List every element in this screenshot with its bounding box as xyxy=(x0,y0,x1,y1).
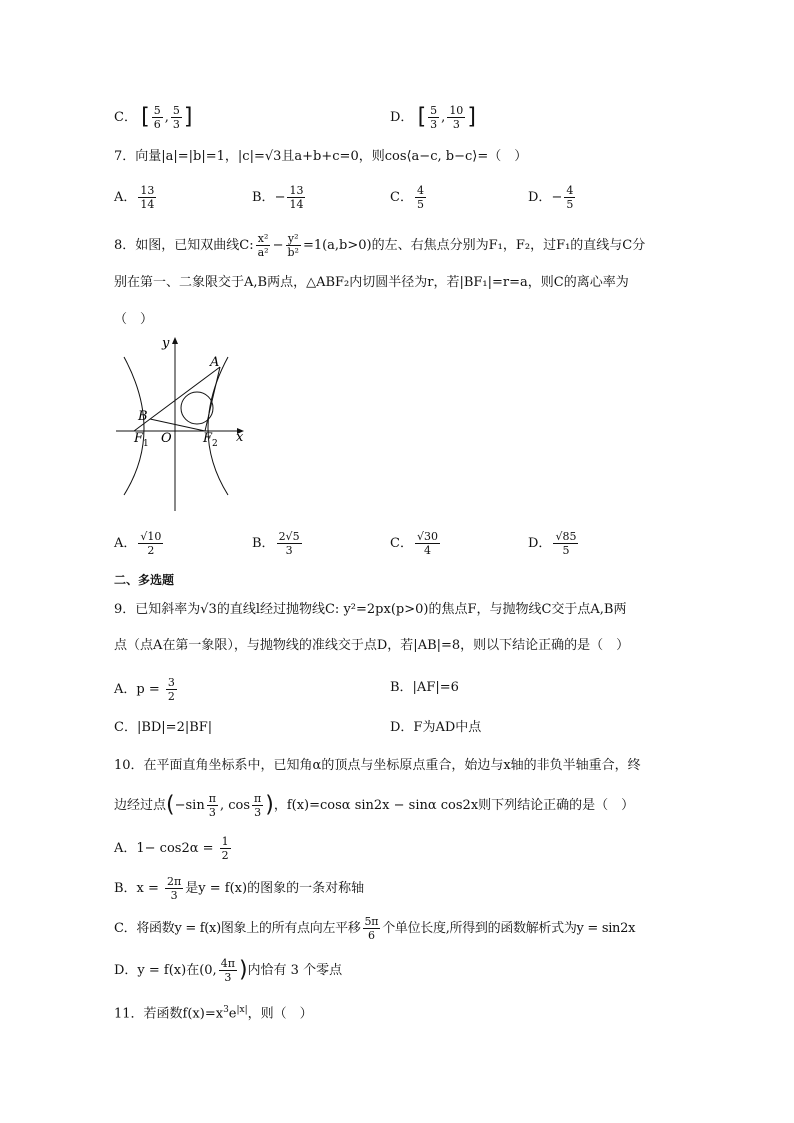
q10-option-c: C．将函数y = f(x)图象上的所有点向左平移 $\frac{5\pi}{6}$ 个单位长度,所得到的函数解析式为y = sin2x xyxy=(114,915,636,942)
q9-line1: 9．已知斜率为√3的直线l经过抛物线C: y²=2px(p>0)的焦点F，与抛物线C交于点A,B两 xyxy=(114,602,627,617)
q11-stem: 11．若函数$f(x)=x^3e^{|x|}$，则（ ） xyxy=(114,1005,313,1022)
segment-b-f2 xyxy=(150,419,205,431)
q8-line1: 8．如图，已知双曲线C: $\frac{\text{x²}}{\text{a²}}$ − $\frac{\text{y²}}{\text{b²}}$ =1(a,b>0)的左、右焦点分别为F₁，F₂，过F₁的直线与C分 xyxy=(114,232,646,259)
label-a: A xyxy=(210,355,220,370)
q6-option-d: D． [ $\frac{5}{3}$ , $\frac{10}{3}$ ] xyxy=(390,104,476,131)
q10-line2: 边经过点(−sin $\frac{\pi}{3}$ , cos $\frac{\pi}{3}$ )，f(x)=cosα sin2x − sinα cos2x则下列结论正确的是（ ） xyxy=(114,792,635,819)
hyperbola-figure xyxy=(112,335,252,515)
q9-line2: 点（点A在第一象限），与抛物线的准线交于点D，若|AB|=8，则以下结论正确的是（ ） xyxy=(114,638,630,653)
q10-line1: 10．在平面直角坐标系中，已知角α的顶点与坐标原点重合，始边与x轴的非负半轴重合，终 xyxy=(114,758,641,773)
q10-option-d: D．y = f(x)在(0, $\frac{4\pi}{3}$ )内恰有 3 个零点 xyxy=(114,957,343,984)
label-f2-sub: 2 xyxy=(212,439,218,449)
q10-option-a: A．1− cos2α = $\frac{1}{2}$ xyxy=(114,835,229,862)
q9-option-d: D．F为AD中点 xyxy=(390,720,482,735)
q9-option-a: A．p = $\frac{3}{2}$ xyxy=(114,676,175,703)
q7-option-d: D．− $\frac{4}{5}$ xyxy=(528,184,574,211)
q8-line3: （ ） xyxy=(114,312,154,327)
q9-option-c: C．|BD|=2|BF| xyxy=(114,720,213,735)
q10-option-b: B．x = $\frac{2\pi}{3}$ 是y = f(x)的图象的一条对称轴 xyxy=(114,875,365,902)
q7-option-a: A． $\frac{13}{14}$ xyxy=(114,184,155,211)
y-axis-arrow xyxy=(172,337,178,344)
label-o: O xyxy=(161,431,172,446)
q7-option-b: B．− $\frac{13}{14}$ xyxy=(252,184,304,211)
label-y: y xyxy=(162,336,170,351)
q6-option-c: C． [ $\frac{5}{6}$ , $\frac{5}{3}$ ] xyxy=(114,104,193,131)
q8-option-c: C． $\frac{√30}{4}$ xyxy=(390,530,438,557)
q7-option-c: C． $\frac{4}{5}$ xyxy=(390,184,424,211)
label-f1: F xyxy=(134,431,144,446)
q7-stem: 7．向量|a|=|b|=1，|c|=√3且a+b+c=0，则cos⟨a−c, b−c⟩=（ ） xyxy=(114,149,528,164)
label-f1-sub: 1 xyxy=(143,439,149,449)
incircle xyxy=(181,392,213,424)
label-x: x xyxy=(236,430,244,445)
label-f2: F xyxy=(203,431,213,446)
label-b: B xyxy=(138,409,148,424)
q8-option-d: D． $\frac{√85}{5}$ xyxy=(528,530,577,557)
q8-line2: 别在第一、二象限交于A,B两点，△ABF₂内切圆半径为r，若|BF₁|=r=a，则C的离心率为 xyxy=(114,275,629,290)
q8-option-a: A． $\frac{√10}{2}$ xyxy=(114,530,162,557)
q8-option-b: B． $\frac{2√5}{3}$ xyxy=(252,530,300,557)
section-title-multi-choice: 二、多选题 xyxy=(114,573,175,587)
q9-option-b: B．|AF|=6 xyxy=(390,680,459,695)
